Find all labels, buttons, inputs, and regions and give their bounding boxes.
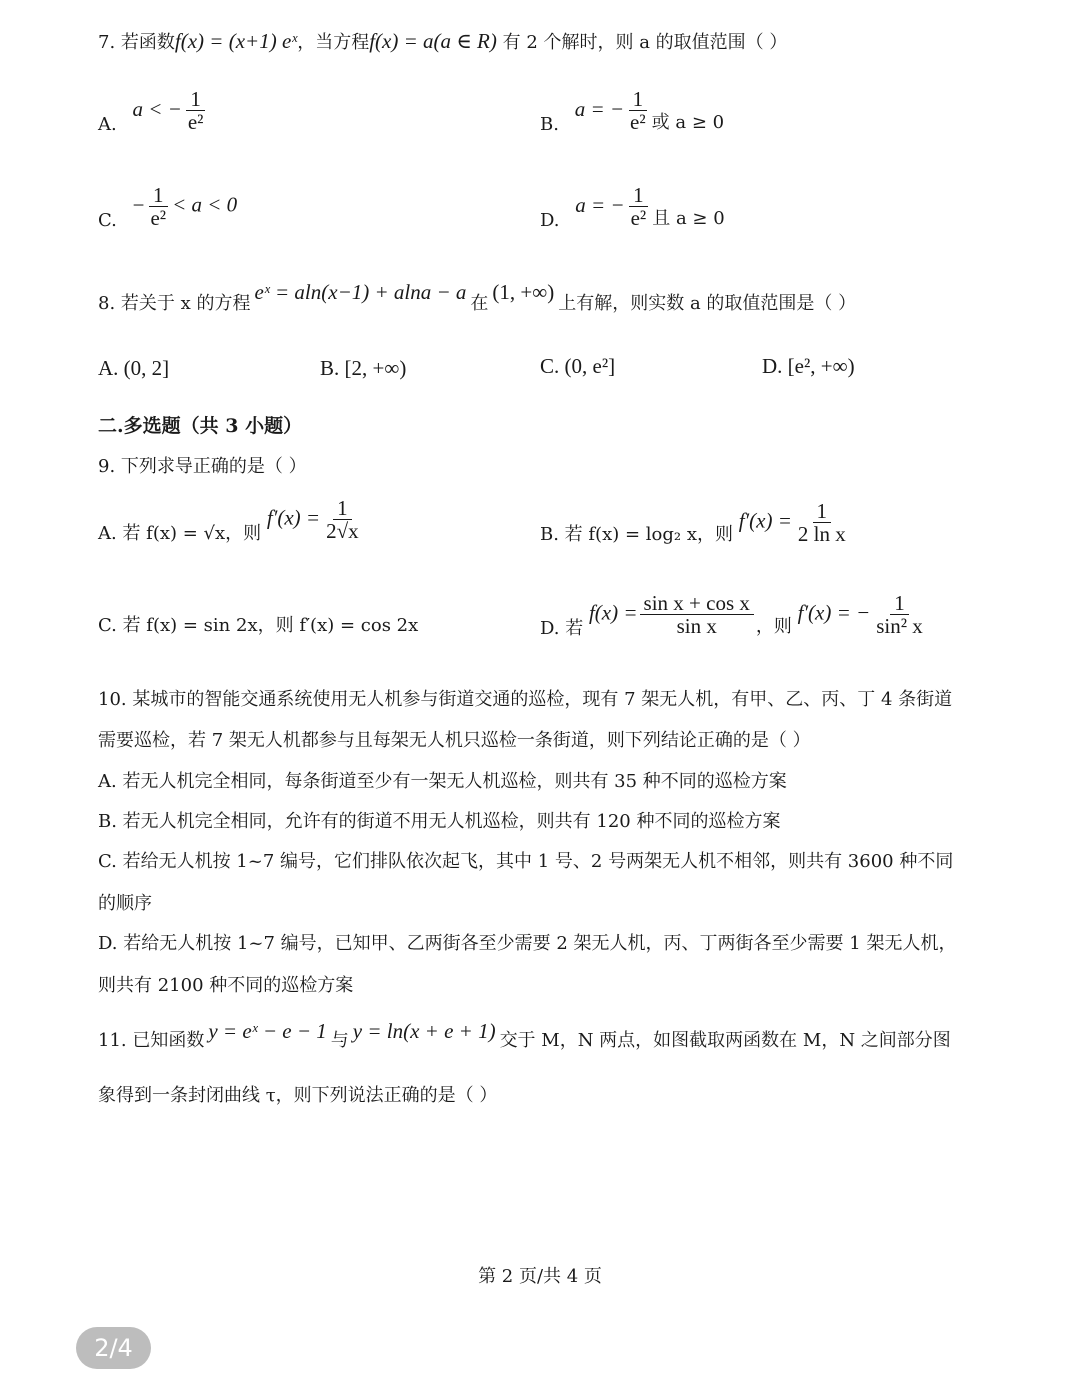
q7-option-d-post: 且 a ≥ 0: [652, 207, 725, 229]
q7-option-c: [98, 184, 237, 229]
q7-option-d-label: D.: [540, 209, 560, 231]
q9-option-a: [98, 497, 365, 542]
q8-option-c: C. (0, e²]: [540, 354, 616, 378]
q8-interval: (1, +∞): [492, 280, 555, 304]
q9-option-d-mid: ，则: [755, 615, 792, 637]
q7-option-a-expr: a < −: [132, 96, 182, 121]
q7-option-a-fraction: $\frac{1}{\text{e²}}$: [187, 87, 204, 134]
q8-option-b: B. [2, +∞): [320, 356, 407, 380]
page-footer: 第 2 页/共 4 页: [478, 1266, 602, 1287]
q9-option-c: C. 若 f(x) = sin 2x，则 f′(x) = cos 2x: [98, 615, 419, 636]
q10-option-c-line1: C. 若给无人机按 1~7 编号，它们排队依次起飞，其中 1 号、2 号两架无人机不相邻，则共有 3600 种不同: [98, 851, 954, 872]
q7-equation: f(x) = a(a ∈ R): [369, 29, 497, 53]
page-indicator-badge: 2/4: [76, 1327, 151, 1369]
q7-stem-text-a: 7. 若函数: [98, 32, 175, 53]
q10-stem-line1: 10. 某城市的智能交通系统使用无人机参与街道交通的巡检，现有 7 架无人机，有甲、乙、丙、丁 4 条街道: [98, 689, 953, 710]
q8-stem-text-b: 在: [470, 293, 489, 314]
q11-stem-line2: 象得到一条封闭曲线 τ，则下列说法正确的是（ ）: [98, 1085, 498, 1106]
q7-option-b-label: B.: [540, 113, 559, 135]
q9-option-d-fraction2: $\frac{1}{\text{sin² x}}$: [876, 591, 923, 638]
q9-stem: 9. 下列求导正确的是（ ）: [98, 456, 307, 477]
q8-option-d: D. [e², +∞): [762, 354, 855, 378]
q9-option-a-fraction: $\frac{1}{2√x}$: [326, 496, 359, 543]
q8-stem: [98, 280, 857, 316]
q7-stem: [98, 29, 787, 55]
q7-stem-text-b: ，当方程: [297, 32, 370, 53]
section-title-multiple-choice: 二.多选题（共 3 小题）: [98, 415, 303, 437]
q7-function: f(x) = (x+1) eˣ: [174, 29, 298, 53]
q7-option-b-fraction: $\frac{1}{\text{e²}}$: [630, 87, 646, 134]
q7-option-c-expr: −: [132, 192, 145, 217]
q11-text-b: 与: [330, 1030, 349, 1051]
q9-option-b-lhs: f′(x) =: [738, 508, 792, 533]
q8-stem-text-c: 上有解，则实数 a 的取值范围是（ ）: [558, 293, 857, 314]
q9-option-d: [540, 592, 929, 637]
q9-option-d-lhs2: f′(x) = −: [797, 600, 871, 625]
q10-option-d-line2: 则共有 2100 种不同的巡检方案: [98, 975, 354, 996]
q7-stem-text-c: 有 2 个解时，则 a 的取值范围（ ）: [502, 32, 788, 53]
q11-equation-2: y = ln(x + e + 1): [352, 1019, 496, 1043]
q7-option-b-expr: a = −: [574, 96, 625, 121]
q9-option-b: [540, 500, 852, 545]
q8-equation: eˣ = aln(x−1) + alna − a: [254, 280, 467, 304]
q7-option-c-post: < a < 0: [172, 192, 238, 217]
q9-option-b-text: B. 若 f(x) = log₂ x，则: [540, 523, 733, 545]
q7-option-b: [540, 88, 724, 133]
q7-option-c-label: C.: [98, 209, 117, 231]
q9-option-d-fraction: $\frac{\text{sin x + cos x}}{\text{sin x}}$: [640, 592, 754, 637]
q7-option-a-label: A.: [98, 113, 117, 135]
q11-text-a: 11. 已知函数: [98, 1030, 205, 1051]
q9-option-d-lhs: f(x) =: [588, 600, 638, 625]
q9-option-b-fraction: $\frac{1}{\text{2 ln x}}$: [797, 499, 846, 546]
q10-stem-line2: 需要巡检，若 7 架无人机都参与且每架无人机只巡检一条街道，则下列结论正确的是（ ）: [98, 730, 811, 751]
q8-option-a: A. (0, 2]: [98, 356, 170, 380]
q11-text-c: 交于 M，N 两点，如图截取两函数在 M，N 之间部分图: [499, 1030, 951, 1051]
q11-stem-line1: [98, 1019, 951, 1053]
q10-option-b: B. 若无人机完全相同，允许有的街道不用无人机巡检，则共有 120 种不同的巡检方案: [98, 811, 781, 832]
q10-option-d-line1: D. 若给无人机按 1~7 编号，已知甲、乙两街各至少需要 2 架无人机，丙、丁两街各至少需要 1 架无人机，: [98, 933, 957, 954]
q10-option-c-line2: 的顺序: [98, 893, 152, 914]
q9-option-a-text: A. 若 f(x) = √x，则: [98, 522, 262, 544]
q8-stem-text-a: 8. 若关于 x 的方程: [98, 293, 251, 314]
q9-option-a-lhs: f′(x) =: [266, 505, 321, 530]
q7-option-a: [98, 88, 209, 133]
q11-equation-1: y = eˣ − e − 1: [208, 1019, 327, 1043]
q7-option-b-post: 或 a ≥ 0: [651, 111, 725, 133]
q7-option-c-fraction: $\frac{1}{\text{e²}}$: [150, 183, 167, 230]
q7-option-d-expr: a = −: [575, 192, 625, 217]
q10-option-a: A. 若无人机完全相同，每条街道至少有一架无人机巡检，则共有 35 种不同的巡检方案: [98, 771, 787, 792]
q7-option-d: [540, 184, 725, 229]
q7-option-d-fraction: $\frac{1}{\text{e²}}$: [630, 183, 647, 230]
q9-option-d-text: D. 若: [540, 617, 584, 639]
